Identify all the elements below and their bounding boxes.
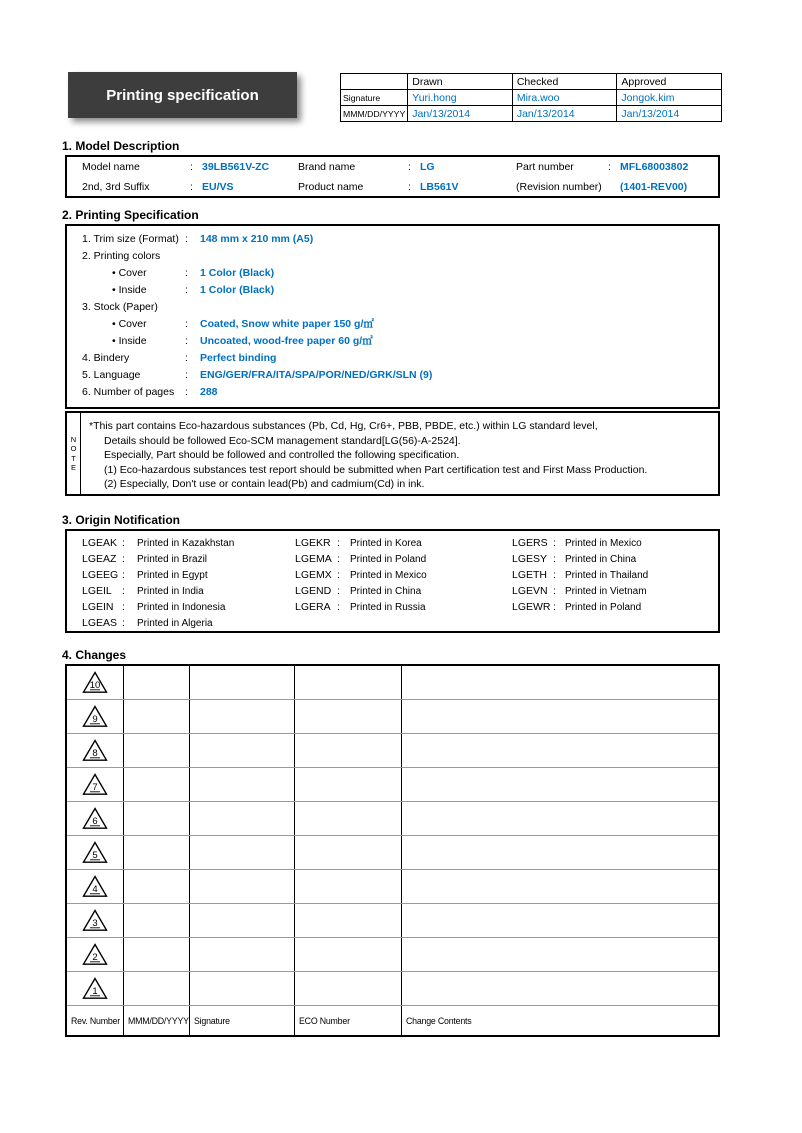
note-line: Especially, Part should be followed and controlled the following specification. — [104, 449, 460, 462]
origin-place: Printed in Indonesia — [137, 601, 226, 613]
colon: : — [408, 180, 411, 193]
origin-place: Printed in Thailand — [565, 569, 649, 581]
stock-paper-label: 3. Stock (Paper) — [82, 300, 158, 313]
number-of-pages-label: 6. Number of pages — [82, 385, 175, 398]
origin-place: Printed in China — [350, 585, 422, 597]
date-cell — [124, 734, 190, 767]
colon: : — [337, 537, 340, 549]
signature-approved: Jongok.kim — [617, 90, 722, 106]
stock-inside-value: Uncoated, wood-free paper 60 g/㎡ — [200, 335, 373, 347]
origin-code: LGERA — [295, 601, 331, 613]
revision-triangle-icon — [82, 943, 108, 966]
eco-number-cell — [295, 836, 402, 869]
table-row — [67, 666, 718, 700]
svg-text:5: 5 — [92, 850, 98, 861]
change-contents-cell — [402, 802, 718, 835]
revision-triangle-icon — [82, 739, 108, 762]
note-box — [65, 411, 720, 496]
spec-item — [67, 349, 718, 366]
trim-size-label: 1. Trim size (Format) — [82, 232, 179, 245]
origin-code: LGEIN — [82, 601, 114, 613]
table-row — [67, 768, 718, 802]
brand-name-label: Brand name — [298, 160, 356, 173]
part-number-value: MFL68003802 — [620, 160, 689, 173]
spec-item — [67, 298, 718, 315]
rev-number-cell — [67, 972, 124, 1005]
revision-triangle-icon — [82, 977, 108, 1000]
colon: : — [337, 553, 340, 565]
colon: : — [185, 317, 188, 330]
svg-text:4: 4 — [92, 884, 98, 895]
origin-code: LGEVN — [512, 585, 548, 597]
section-2-heading: 2. Printing Specification — [62, 208, 199, 222]
origin-place: Printed in Vietnam — [565, 585, 647, 597]
table-row — [67, 615, 718, 631]
signature-cell — [190, 870, 295, 903]
note-line: *This part contains Eco-hazardous substances (Pb, Cd, Hg, Cr6+, PBB, PBDE, etc.) within LG standard level, — [89, 420, 598, 432]
colon: : — [337, 585, 340, 597]
spec-item — [67, 264, 718, 281]
origin-code: LGESY — [512, 553, 548, 565]
document-title-banner — [68, 72, 297, 118]
brand-name-value: LG — [420, 160, 435, 173]
svg-text:9: 9 — [92, 714, 98, 725]
stock-inside-label: • Inside — [112, 334, 147, 347]
revision-triangle-icon — [82, 909, 108, 932]
date-cell — [124, 666, 190, 699]
spec-item — [67, 332, 718, 349]
signature-row-label: Signature — [341, 90, 408, 106]
table-row — [67, 972, 718, 1006]
origin-place: Printed in Poland — [565, 601, 642, 613]
date-cell — [124, 938, 190, 971]
colon: : — [337, 601, 340, 613]
document-title: Printing specification — [106, 86, 259, 104]
colors-cover-label: • Cover — [112, 266, 147, 279]
model-name-value: 39LB561V-ZC — [202, 160, 270, 173]
rev-number-header: Rev. Number — [67, 1006, 124, 1035]
origin-code: LGETH — [512, 569, 548, 581]
table-row — [67, 802, 718, 836]
origin-place: Printed in India — [137, 585, 204, 597]
colon: : — [185, 266, 188, 279]
spec-item — [67, 247, 718, 264]
table-row — [341, 106, 722, 122]
svg-text:6: 6 — [92, 816, 98, 827]
signature-cell — [190, 768, 295, 801]
eco-number-cell — [295, 802, 402, 835]
origin-code: LGEAS — [82, 617, 118, 629]
note-line: Details should be followed Eco-SCM management standard[LG(56)-A-2524]. — [104, 434, 461, 447]
changes-table — [65, 664, 720, 1037]
colon: : — [122, 553, 125, 565]
spec-item — [67, 383, 718, 400]
table-row — [67, 870, 718, 904]
stock-cover-label: • Cover — [112, 317, 147, 330]
signature-cell — [190, 904, 295, 937]
change-contents-cell — [402, 972, 718, 1005]
signature-cell — [190, 972, 295, 1005]
date-cell — [124, 972, 190, 1005]
signature-cell — [190, 836, 295, 869]
eco-number-cell — [295, 666, 402, 699]
colon: : — [553, 537, 556, 549]
colon: : — [553, 553, 556, 565]
section-3-heading: 3. Origin Notification — [62, 513, 181, 527]
colon: : — [408, 160, 411, 173]
origin-place: Printed in China — [565, 553, 637, 565]
changes-header-row — [67, 1006, 718, 1035]
origin-notification-table — [65, 529, 720, 633]
rev-number-cell — [67, 666, 124, 699]
change-contents-cell — [402, 768, 718, 801]
svg-text:3: 3 — [92, 918, 98, 929]
colon: : — [553, 569, 556, 581]
colon: : — [185, 385, 188, 398]
colon: : — [122, 537, 125, 549]
signature-cell — [190, 734, 295, 767]
date-row-label: MMM/DD/YYYY — [341, 106, 408, 122]
svg-text:1: 1 — [92, 986, 98, 997]
revision-number-label: (Revision number) — [516, 180, 602, 193]
table-row — [67, 938, 718, 972]
revision-triangle-icon — [82, 841, 108, 864]
signature-cell — [190, 700, 295, 733]
table-row — [67, 158, 718, 176]
date-header: MMM/DD/YYYY — [124, 1006, 190, 1035]
svg-text:8: 8 — [92, 748, 98, 759]
rev-number-cell — [67, 904, 124, 937]
eco-number-cell — [295, 700, 402, 733]
note-letter: E — [70, 463, 76, 472]
note-text — [81, 413, 718, 494]
model-name-label: Model name — [82, 160, 140, 173]
colon: : — [185, 232, 188, 245]
origin-place: Printed in Mexico — [350, 569, 427, 581]
change-contents-cell — [402, 904, 718, 937]
spec-item — [67, 281, 718, 298]
rev-number-cell — [67, 870, 124, 903]
note-vertical-label — [67, 413, 81, 494]
date-cell — [124, 836, 190, 869]
date-cell — [124, 700, 190, 733]
note-letter: T — [71, 453, 76, 463]
signature-cell — [190, 666, 295, 699]
table-row — [67, 836, 718, 870]
colon: : — [185, 368, 188, 381]
colon: : — [190, 160, 193, 173]
date-cell — [124, 870, 190, 903]
eco-number-header: ECO Number — [295, 1006, 402, 1035]
svg-text:7: 7 — [92, 782, 98, 793]
table-row — [67, 599, 718, 615]
approval-header-drawn: Drawn — [408, 74, 513, 90]
revision-triangle-icon — [82, 671, 108, 694]
rev-number-cell — [67, 700, 124, 733]
signature-drawn: Yuri.hong — [408, 90, 513, 106]
table-row — [67, 535, 718, 551]
colon: : — [185, 334, 188, 347]
section-4-heading: 4. Changes — [62, 648, 127, 662]
origin-place: Printed in Brazil — [137, 553, 208, 565]
date-approved: Jan/13/2014 — [617, 106, 722, 122]
note-line: (1) Eco-hazardous substances test report should be submitted when Part certification test and First Mass Production. — [104, 463, 648, 476]
rev-number-cell — [67, 938, 124, 971]
bindery-label: 4. Bindery — [82, 351, 130, 364]
origin-code: LGERS — [512, 537, 548, 549]
table-row — [67, 583, 718, 599]
colon: : — [553, 601, 556, 613]
product-name-label: Product name — [298, 180, 364, 193]
approval-table — [340, 73, 722, 122]
printing-colors-label: 2. Printing colors — [82, 249, 161, 262]
eco-number-cell — [295, 938, 402, 971]
colon: : — [122, 569, 125, 581]
rev-number-cell — [67, 836, 124, 869]
origin-place: Printed in Algeria — [137, 617, 213, 629]
origin-code: LGEEG — [82, 569, 119, 581]
origin-place: Printed in Egypt — [137, 569, 208, 581]
origin-code: LGEMA — [295, 553, 332, 565]
change-contents-cell — [402, 938, 718, 971]
trim-size-value: 148 mm x 210 mm (A5) — [200, 232, 314, 245]
note-letter: N — [70, 434, 77, 444]
table-row — [341, 90, 722, 106]
table-row — [67, 551, 718, 567]
revision-triangle-icon — [82, 773, 108, 796]
revision-number-value: (1401-REV00) — [620, 180, 688, 193]
svg-text:10: 10 — [89, 680, 101, 691]
colon: : — [608, 160, 611, 173]
origin-code: LGEAK — [82, 537, 118, 549]
colon: : — [185, 283, 188, 296]
eco-number-cell — [295, 734, 402, 767]
suffix-value: EU/VS — [202, 180, 234, 193]
origin-code: LGEWR — [512, 601, 551, 613]
change-contents-cell — [402, 700, 718, 733]
date-checked: Jan/13/2014 — [512, 106, 617, 122]
product-name-value: LB561V — [420, 180, 459, 193]
change-contents-cell — [402, 734, 718, 767]
date-cell — [124, 904, 190, 937]
origin-code: LGEND — [295, 585, 332, 597]
language-value: ENG/GER/FRA/ITA/SPA/POR/NED/GRK/SLN (9) — [200, 368, 433, 381]
table-row — [67, 178, 718, 196]
colon: : — [190, 180, 193, 193]
spec-item — [67, 230, 718, 247]
signature-header: Signature — [190, 1006, 295, 1035]
bindery-value: Perfect binding — [200, 351, 277, 364]
origin-code: LGEMX — [295, 569, 332, 581]
origin-place: Printed in Poland — [350, 553, 427, 565]
change-contents-cell — [402, 870, 718, 903]
approval-corner-cell — [341, 74, 408, 90]
spec-item — [67, 315, 718, 332]
colon: : — [185, 351, 188, 364]
spec-item — [67, 366, 718, 383]
origin-code: LGEIL — [82, 585, 112, 597]
table-row — [67, 734, 718, 768]
note-letter: O — [70, 444, 77, 453]
language-label: 5. Language — [82, 368, 141, 381]
revision-triangle-icon — [82, 807, 108, 830]
rev-number-cell — [67, 768, 124, 801]
change-contents-cell — [402, 836, 718, 869]
colon: : — [553, 585, 556, 597]
colon: : — [337, 569, 340, 581]
section-1-heading: 1. Model Description — [62, 139, 180, 153]
model-description-table — [65, 155, 720, 198]
table-row — [341, 74, 722, 90]
approval-header-approved: Approved — [617, 74, 722, 90]
colors-cover-value: 1 Color (Black) — [200, 266, 275, 279]
origin-code: LGEAZ — [82, 553, 117, 565]
origin-place: Printed in Korea — [350, 537, 422, 549]
signature-cell — [190, 938, 295, 971]
change-contents-cell — [402, 666, 718, 699]
origin-code: LGEKR — [295, 537, 331, 549]
eco-number-cell — [295, 870, 402, 903]
svg-text:2: 2 — [92, 952, 98, 963]
origin-place: Printed in Kazakhstan — [137, 537, 235, 549]
eco-number-cell — [295, 768, 402, 801]
revision-triangle-icon — [82, 875, 108, 898]
rev-number-cell — [67, 802, 124, 835]
date-cell — [124, 768, 190, 801]
table-row — [67, 567, 718, 583]
table-row — [67, 904, 718, 938]
origin-place: Printed in Russia — [350, 601, 426, 613]
part-number-label: Part number — [516, 160, 574, 173]
colon: : — [122, 585, 125, 597]
approval-header-checked: Checked — [512, 74, 617, 90]
signature-cell — [190, 802, 295, 835]
change-contents-header: Change Contents — [406, 1015, 472, 1026]
note-line: (2) Especially, Don't use or contain lead(Pb) and cadmium(Cd) in ink. — [104, 478, 425, 491]
colors-inside-value: 1 Color (Black) — [200, 283, 275, 296]
number-of-pages-value: 288 — [200, 385, 218, 398]
revision-triangle-icon — [82, 705, 108, 728]
printing-spec-table — [65, 224, 720, 409]
colon: : — [122, 617, 125, 629]
suffix-label: 2nd, 3rd Suffix — [82, 180, 150, 193]
table-row — [67, 700, 718, 734]
rev-number-cell — [67, 734, 124, 767]
origin-place: Printed in Mexico — [565, 537, 642, 549]
date-cell — [124, 802, 190, 835]
eco-number-cell — [295, 904, 402, 937]
colon: : — [122, 601, 125, 613]
stock-cover-value: Coated, Snow white paper 150 g/㎡ — [200, 318, 374, 330]
date-drawn: Jan/13/2014 — [408, 106, 513, 122]
colors-inside-label: • Inside — [112, 283, 147, 296]
signature-checked: Mira.woo — [512, 90, 617, 106]
eco-number-cell — [295, 972, 402, 1005]
